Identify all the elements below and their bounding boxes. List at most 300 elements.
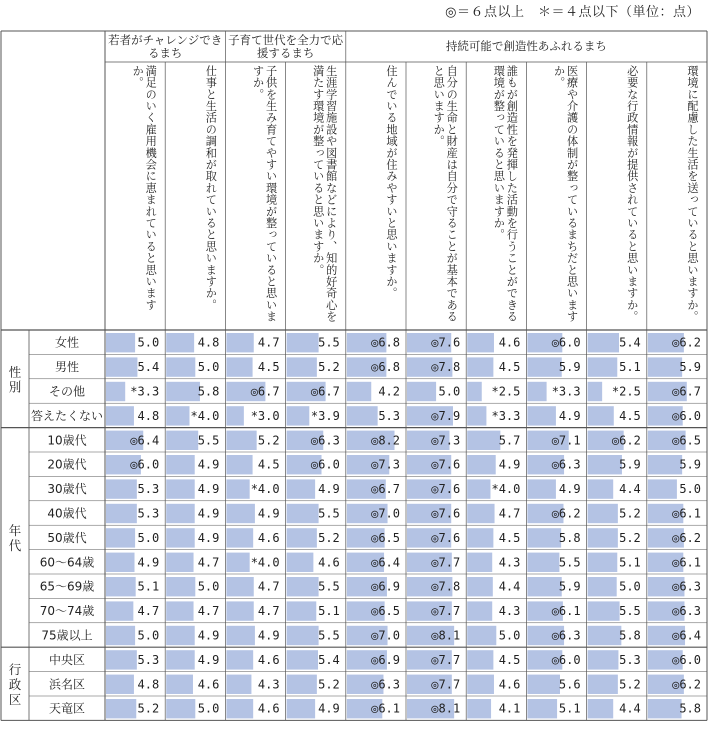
value-bar [226, 357, 252, 376]
value-label: ◎6.0 [551, 652, 581, 667]
group-header-label: 子育て世代を全力で応援するまち [228, 33, 344, 60]
value-label: 5.2 [619, 677, 641, 692]
value-bar [588, 504, 618, 523]
value-bar [226, 406, 243, 425]
value-bar [588, 699, 614, 718]
question-text: 誰もが創造性を発揮した活動を行うことができる環境が整っていると思いますか。 [492, 65, 519, 323]
question-header-0 [107, 65, 163, 327]
row-label: 浜名区 [48, 677, 86, 692]
value-label: 4.5 [257, 360, 280, 375]
value-label: 5.5 [318, 335, 340, 350]
value-bar [226, 504, 255, 523]
question-header-9 [649, 65, 705, 327]
value-label: 5.0 [619, 579, 641, 594]
value-label: 5.3 [137, 482, 160, 497]
value-label: ◎6.0 [551, 335, 581, 350]
row-label: 天竜区 [48, 701, 86, 716]
value-bar [166, 479, 195, 498]
value-bar [467, 357, 493, 376]
row-label: 中央区 [48, 652, 86, 667]
category-label: 年代 [8, 522, 22, 553]
value-label: 4.7 [257, 579, 280, 594]
value-label: 5.0 [498, 628, 521, 643]
value-bar [106, 675, 134, 694]
value-label: 5.5 [558, 555, 581, 570]
value-label: ◎7.3 [431, 433, 461, 448]
value-label: ◎6.3 [310, 433, 340, 448]
category-label: 性別 [8, 364, 22, 395]
value-bar [588, 650, 619, 669]
question-header-3 [288, 65, 344, 327]
value-label: ◎6.7 [310, 384, 340, 399]
value-label: 5.0 [679, 482, 701, 497]
value-label: 4.8 [137, 677, 160, 692]
row-label: 答えたくない [30, 408, 104, 423]
value-bar [467, 699, 491, 718]
row-label: 75歳以上 [41, 628, 93, 643]
value-bar [287, 626, 319, 645]
value-bar [106, 699, 136, 718]
value-bar [106, 650, 137, 669]
value-label: *3.3 [491, 408, 521, 423]
value-bar [106, 577, 136, 596]
value-bar [467, 601, 492, 620]
row-label: 65～69歳 [39, 579, 95, 594]
value-label: ◎6.2 [611, 433, 641, 448]
value-bar [467, 382, 482, 401]
value-bar [287, 528, 317, 547]
value-label: 4.1 [498, 701, 521, 716]
value-label: 5.5 [318, 579, 340, 594]
value-label: 5.9 [558, 579, 581, 594]
value-label: 5.9 [619, 457, 641, 472]
value-bar [226, 528, 253, 547]
value-label: ◎7.3 [371, 457, 400, 472]
value-label: 4.9 [197, 530, 220, 545]
row-label: 60～64歳 [39, 555, 95, 570]
value-bar [166, 553, 193, 572]
value-label: 5.2 [137, 701, 160, 716]
value-bar [467, 455, 496, 474]
value-label: ◎6.2 [672, 530, 701, 545]
group-header-label: 若者がチャレンジできるまち [108, 33, 223, 60]
value-label: ◎7.8 [431, 579, 461, 594]
value-label: 4.7 [257, 335, 280, 350]
value-label: *3.0 [250, 408, 280, 423]
value-bar [588, 479, 614, 498]
value-bar [166, 357, 195, 376]
value-bar [106, 528, 135, 547]
value-label: 5.7 [498, 433, 521, 448]
value-bar [527, 577, 561, 596]
value-label: ◎6.0 [672, 652, 701, 667]
value-label: 4.7 [137, 604, 160, 619]
value-label: 5.9 [679, 360, 701, 375]
value-label: 4.7 [197, 604, 220, 619]
value-label: 5.2 [257, 433, 280, 448]
value-label: ◎6.8 [371, 335, 400, 350]
value-label: ◎6.9 [371, 652, 400, 667]
value-bar [287, 553, 314, 572]
value-label: ◎7.8 [431, 360, 461, 375]
value-label: 4.5 [619, 408, 641, 423]
value-label: ◎6.1 [672, 506, 701, 521]
row-label: 30歳代 [47, 482, 87, 497]
value-bar [467, 333, 494, 352]
value-label: 5.3 [137, 506, 160, 521]
value-bar [527, 528, 561, 547]
question-text: 仕事と生活の調和が取れていると思いますか。 [204, 65, 218, 311]
value-bar [106, 504, 137, 523]
value-label: 4.9 [257, 506, 280, 521]
value-bar [166, 333, 194, 352]
value-label: 5.0 [438, 384, 461, 399]
value-bar [287, 479, 316, 498]
value-label: 5.1 [619, 360, 641, 375]
row-label: 70～74歳 [39, 604, 95, 619]
value-label: 4.9 [558, 482, 581, 497]
value-bar [588, 601, 620, 620]
value-label: ◎7.6 [431, 506, 461, 521]
value-bar [287, 333, 319, 352]
question-text: 自分の生命と財産は自分で守ることが基本であると思いますか。 [432, 65, 459, 323]
value-label: 4.8 [197, 335, 220, 350]
value-bar [347, 382, 371, 401]
value-bar [226, 553, 249, 572]
row-label: 10歳代 [47, 433, 87, 448]
value-bar [527, 357, 561, 376]
value-label: *3.3 [130, 384, 160, 399]
value-label: 4.5 [498, 530, 521, 545]
value-label: ◎7.0 [371, 628, 400, 643]
value-bar [527, 675, 560, 694]
value-label: 4.9 [257, 628, 280, 643]
value-label: 4.5 [498, 360, 521, 375]
value-label: 4.2 [378, 384, 400, 399]
value-label: 4.4 [619, 482, 641, 497]
value-label: ◎7.9 [431, 408, 461, 423]
value-label: 4.6 [257, 530, 280, 545]
value-bar [166, 406, 189, 425]
value-label: ◎6.4 [371, 555, 400, 570]
value-bar [166, 504, 195, 523]
value-bar [166, 650, 195, 669]
value-label: *4.0 [250, 555, 280, 570]
value-bar [588, 382, 603, 401]
value-label: *2.5 [611, 384, 641, 399]
value-label: 5.6 [558, 677, 581, 692]
value-label: ◎6.5 [672, 433, 701, 448]
group-header-0 [107, 33, 223, 60]
value-label: ◎6.3 [371, 677, 400, 692]
value-bar [467, 675, 494, 694]
question-header-8 [589, 65, 645, 327]
value-label: 5.2 [619, 530, 641, 545]
value-label: ◎6.3 [672, 604, 701, 619]
value-label: ◎6.0 [310, 457, 340, 472]
question-header-6 [468, 65, 524, 327]
value-label: ◎6.4 [672, 628, 701, 643]
value-bar [588, 455, 622, 474]
question-header-5 [408, 65, 464, 327]
value-bar [166, 577, 195, 596]
value-bar [106, 479, 137, 498]
value-label: 4.6 [257, 701, 280, 716]
value-bar [106, 553, 135, 572]
value-label: 4.5 [257, 457, 280, 472]
value-bar [226, 479, 249, 498]
value-label: 4.6 [197, 677, 220, 692]
value-label: 5.0 [137, 628, 160, 643]
value-bar [226, 601, 253, 620]
question-text: 医療や介護の体制が整っているまちだと思いますか。 [552, 65, 579, 323]
value-label: 5.3 [378, 408, 400, 423]
value-bar [226, 577, 253, 596]
value-label: 4.6 [257, 652, 280, 667]
value-bar [287, 577, 319, 596]
group-header-label: 持続可能で創造性あふれるまち [445, 39, 607, 53]
legend-note: ◎＝６点以上 ＊＝４点以下（単位：点） [445, 5, 700, 20]
value-label: ◎6.3 [551, 628, 581, 643]
value-label: 5.4 [619, 335, 641, 350]
value-label: 4.7 [197, 555, 220, 570]
value-label: ◎6.4 [130, 433, 160, 448]
value-bar [347, 406, 378, 425]
value-label: 4.9 [197, 506, 220, 521]
value-bar [226, 650, 253, 669]
value-label: 5.5 [318, 506, 340, 521]
value-bar [287, 406, 310, 425]
value-bar [467, 528, 493, 547]
value-label: 5.3 [619, 652, 641, 667]
value-label: 4.4 [498, 579, 521, 594]
row-label: 女性 [54, 335, 80, 350]
value-label: 4.4 [619, 701, 641, 716]
value-label: 5.1 [318, 604, 340, 619]
value-bar [106, 626, 135, 645]
value-bar [467, 553, 492, 572]
value-label: 4.9 [498, 457, 521, 472]
value-bar [166, 528, 195, 547]
value-bar [166, 601, 193, 620]
value-label: 5.2 [318, 677, 340, 692]
value-label: ◎7.7 [431, 604, 461, 619]
value-label: 5.9 [558, 360, 581, 375]
question-text: 満足のいく雇用機会に恵まれていると思いますか。 [131, 65, 158, 311]
value-label: 5.2 [619, 506, 641, 521]
value-bar [226, 699, 253, 718]
value-bar [588, 675, 618, 694]
value-label: 5.4 [137, 360, 160, 375]
value-label: ◎8.1 [431, 701, 461, 716]
value-label: ◎7.1 [551, 433, 581, 448]
value-bar [166, 699, 195, 718]
value-bar [287, 504, 319, 523]
value-bar [106, 357, 137, 376]
value-bar [588, 357, 618, 376]
row-label: その他 [48, 384, 86, 399]
row-label: 男性 [54, 360, 80, 375]
value-label: ◎7.6 [431, 482, 461, 497]
value-bar [467, 504, 494, 523]
value-bar [287, 699, 316, 718]
value-bar [106, 406, 134, 425]
value-label: 4.9 [558, 408, 581, 423]
value-label: 4.3 [498, 555, 521, 570]
row-label: 20歳代 [47, 457, 87, 472]
row-label: 40歳代 [47, 506, 87, 521]
value-label: ◎6.7 [672, 384, 701, 399]
value-label: 5.4 [318, 652, 340, 667]
value-label: 5.0 [197, 360, 220, 375]
value-label: 4.3 [257, 677, 280, 692]
value-bar [226, 455, 252, 474]
value-bar [287, 357, 317, 376]
value-label: *4.0 [190, 408, 220, 423]
value-label: ◎7.6 [431, 457, 461, 472]
value-label: ◎6.1 [371, 701, 400, 716]
value-label: 5.9 [679, 457, 701, 472]
value-label: 4.9 [197, 457, 220, 472]
value-label: 5.0 [197, 579, 220, 594]
value-bar [648, 455, 682, 474]
value-label: 4.8 [137, 408, 160, 423]
value-label: ◎7.6 [431, 335, 461, 350]
value-bar [166, 431, 198, 450]
value-bar [588, 553, 618, 572]
value-label: ◎6.8 [371, 360, 400, 375]
value-label: *3.9 [310, 408, 340, 423]
value-bar [287, 601, 317, 620]
value-bar [527, 382, 546, 401]
value-bar [166, 382, 200, 401]
value-bar [648, 699, 682, 718]
value-label: ◎8.1 [431, 628, 461, 643]
value-bar [588, 406, 614, 425]
row-label: 50歳代 [47, 530, 87, 545]
question-header-1 [167, 65, 223, 327]
value-label: 5.0 [137, 335, 160, 350]
question-text: 生涯学習施設や図書館などにより、知的好奇心を満たす環境が整っていると思いますか。 [311, 65, 338, 323]
value-label: *3.3 [551, 384, 581, 399]
question-text: 住んでいる地域が住みやすいと思いますか。 [384, 65, 398, 299]
value-bar [166, 626, 195, 645]
value-bar [467, 406, 486, 425]
value-label: ◎6.3 [551, 457, 581, 472]
value-bar [467, 577, 493, 596]
value-label: 5.8 [679, 701, 701, 716]
value-label: ◎7.7 [431, 677, 461, 692]
value-label: ◎6.9 [371, 579, 400, 594]
value-label: 5.5 [197, 433, 220, 448]
value-label: ◎6.5 [371, 604, 400, 619]
value-bar [588, 333, 619, 352]
value-label: 4.7 [257, 604, 280, 619]
value-label: ◎6.2 [672, 335, 701, 350]
value-bar [648, 479, 677, 498]
value-label: 5.3 [137, 652, 160, 667]
value-label: ◎6.2 [672, 677, 701, 692]
value-label: 4.6 [498, 335, 521, 350]
value-label: 4.9 [197, 628, 220, 643]
value-label: 5.5 [318, 628, 340, 643]
value-bar [527, 699, 557, 718]
value-label: 4.9 [197, 482, 220, 497]
value-bar [106, 333, 135, 352]
question-header-7 [528, 65, 584, 327]
value-label: 4.5 [498, 652, 521, 667]
value-bar [106, 601, 133, 620]
value-label: ◎6.1 [551, 604, 581, 619]
value-label: ◎7.7 [431, 652, 461, 667]
value-label: 5.0 [197, 701, 220, 716]
value-bar [226, 431, 256, 450]
question-text: 子供を生み育てやすい環境が整っていると思いますか。 [251, 65, 278, 323]
value-label: 4.6 [498, 677, 521, 692]
value-label: 4.6 [318, 555, 340, 570]
question-text: 必要な行政情報が提供されていると思いますか。 [625, 65, 639, 323]
value-label: ◎7.6 [431, 530, 461, 545]
value-label: ◎6.2 [551, 506, 581, 521]
value-label: 5.8 [197, 384, 220, 399]
value-label: 4.9 [318, 701, 340, 716]
value-label: *2.5 [491, 384, 521, 399]
value-label: 5.0 [137, 530, 160, 545]
question-header-2 [227, 65, 283, 327]
value-label: 4.3 [498, 604, 521, 619]
value-label: 5.1 [137, 579, 160, 594]
value-label: 5.2 [318, 530, 340, 545]
value-label: ◎6.0 [672, 408, 701, 423]
value-label: ◎7.7 [431, 555, 461, 570]
value-label: ◎6.7 [371, 482, 400, 497]
value-label: 5.5 [619, 604, 641, 619]
value-label: 5.2 [318, 360, 340, 375]
value-bar [527, 553, 559, 572]
value-label: ◎8.2 [371, 433, 400, 448]
value-bar [588, 626, 622, 645]
value-label: *4.0 [250, 482, 280, 497]
value-bar [648, 357, 682, 376]
value-bar [467, 650, 493, 669]
value-bar [407, 382, 436, 401]
value-label: 4.9 [137, 555, 160, 570]
value-label: 4.9 [197, 652, 220, 667]
value-label: ◎7.0 [371, 506, 400, 521]
value-bar [106, 382, 125, 401]
value-label: 5.1 [558, 701, 581, 716]
value-bar [226, 675, 251, 694]
question-text: 環境に配慮した生活を送っていると思いますか。 [685, 65, 699, 323]
value-bar [467, 626, 496, 645]
value-label: 5.8 [619, 628, 641, 643]
value-bar [226, 626, 255, 645]
value-bar [287, 675, 317, 694]
value-label: 5.8 [558, 530, 581, 545]
value-bar [527, 479, 556, 498]
value-bar [226, 333, 253, 352]
value-label: ◎6.0 [130, 457, 160, 472]
value-bar [527, 406, 556, 425]
value-label: ◎6.7 [250, 384, 280, 399]
category-label: 行政区 [8, 661, 22, 707]
value-label: 4.9 [318, 482, 340, 497]
value-bar [588, 528, 618, 547]
value-label: 4.7 [498, 506, 521, 521]
value-bar [467, 479, 490, 498]
value-label: *4.0 [491, 482, 521, 497]
value-label: ◎6.1 [672, 555, 701, 570]
